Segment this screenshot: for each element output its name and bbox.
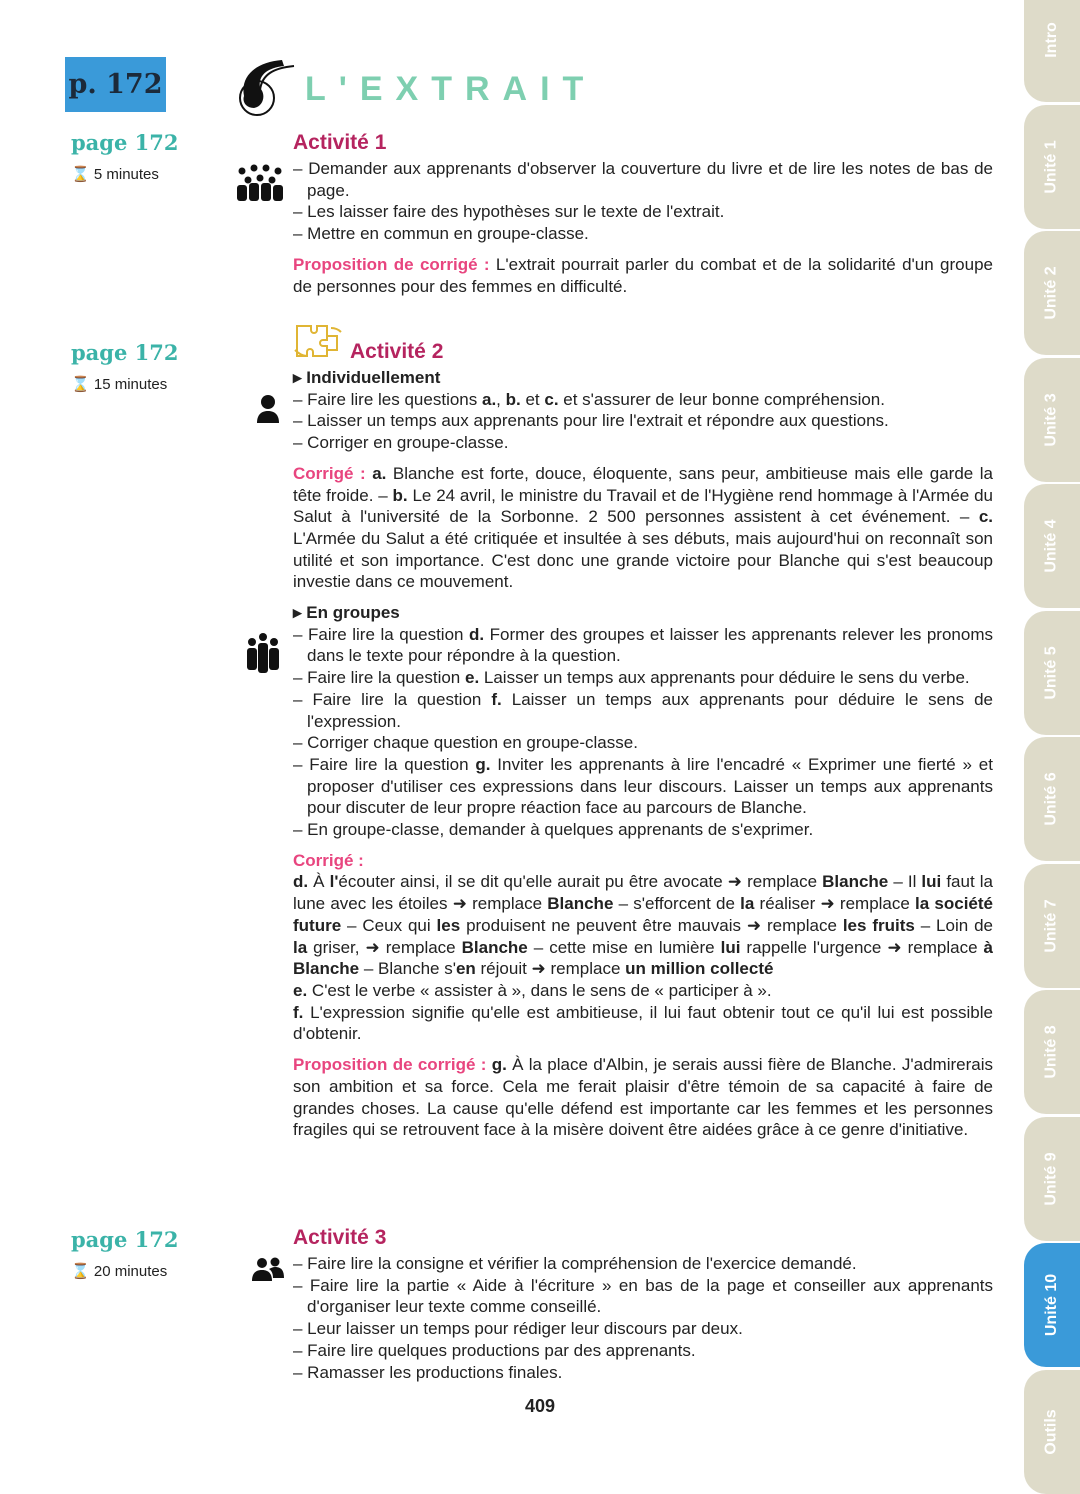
page-label: page 172: [71, 1227, 179, 1252]
tab-unite-1[interactable]: [1024, 105, 1080, 229]
text: – Faire lire la question: [293, 754, 476, 774]
activity-title: Activité 3: [293, 1226, 387, 1249]
tab-unite-7[interactable]: [1024, 864, 1080, 988]
person-icon: [256, 394, 280, 424]
tab-unite-8[interactable]: [1024, 990, 1080, 1114]
tab-unite-9[interactable]: [1024, 1117, 1080, 1241]
text: – Ceux qui: [341, 915, 437, 935]
tab-label: Unité 7: [1043, 898, 1060, 953]
duration-text: 5 minutes: [93, 166, 159, 183]
hourglass-icon: ⌛: [71, 376, 90, 393]
tab-label: Unité 5: [1043, 645, 1060, 700]
list-item: [293, 732, 993, 754]
proposed-answer: [293, 1054, 993, 1141]
activity-1: [293, 130, 993, 297]
section-2-meta: [71, 340, 178, 393]
list-item: [293, 819, 993, 841]
list-item: [293, 432, 993, 454]
list-item: – Faire lire la partie « Aide à l'écriture » en bas de la page et conseiller aux apprenants d'organiser leur texte comme conseillé.: [293, 1275, 993, 1317]
bold-text: g.: [491, 1055, 507, 1075]
text: À: [308, 872, 330, 892]
page-number: 409: [524, 1396, 556, 1416]
text: – Laisser un temps aux apprenants pour lire l'extrait et répondre aux questions.: [293, 411, 889, 431]
answer-label: Proposition de corrigé :: [293, 254, 490, 274]
section-title: L'EXTRAIT: [305, 70, 597, 108]
bold-text: e.: [464, 668, 480, 688]
bold-text: f.: [491, 689, 502, 709]
bold-text: b.: [392, 485, 408, 505]
duration-text: 20 minutes: [93, 1263, 168, 1280]
group-icon: [236, 163, 284, 203]
list-item: [293, 754, 993, 819]
bold-text: en: [455, 959, 476, 979]
text: – En groupe-classe, demander à quelques apprenants de s'exprimer.: [293, 820, 814, 840]
text: – Il: [888, 872, 922, 892]
text: produisent ne peuvent être mauvais ➜ remplace: [460, 915, 843, 935]
text: – Faire lire la question: [293, 668, 465, 688]
bold-text: a.: [372, 463, 387, 483]
duration: [71, 375, 178, 393]
tab-label: Unité 3: [1043, 392, 1060, 447]
activity-title: Activité 2: [350, 340, 444, 363]
text: Inviter les apprenants à lire l'encadré « Exprimer une fierté » et proposer d'utiliser ces expressions dans leur discours. Laisser un temps aux apprenants pour discuter de leur propre réaction face au parcours de Blanche.: [307, 754, 993, 818]
bold-text: g.: [475, 754, 491, 774]
list-item: – Faire lire la consigne et vérifier la compréhension de l'exercice demandé.: [293, 1254, 857, 1273]
text: – cette mise en lumière: [527, 937, 721, 957]
list-item: [293, 689, 993, 732]
tab-unite-6[interactable]: [1024, 737, 1080, 861]
bold-text: c.: [978, 507, 993, 527]
pair-icon: [252, 1256, 284, 1282]
list-item: [293, 389, 993, 411]
text: L'expression signifie qu'elle est ambitieuse, il lui faut obtenir tout ce qu'il lui est possible d'obtenir.: [293, 1002, 993, 1044]
list-item: [293, 667, 993, 689]
bold-text: l': [329, 872, 339, 892]
text: À la place d'Albin, je serais aussi fière de Blanche. J'admirerais son ambition et sa force. Cela me ferait plaisir d'être témoin de sa capacité à faire de grandes choses. La cause qu'elle défend est importante car les femmes et les personnes fragiles qui se retrouvent face à la misère doivent être aidées grâce à ce genre d'initiative.: [293, 1055, 993, 1140]
tab-outils[interactable]: [1024, 1370, 1080, 1494]
bold-text: f.: [293, 1002, 304, 1022]
answer-e: [293, 980, 993, 1002]
list-item: [293, 624, 993, 667]
text: – Loin de: [914, 915, 993, 935]
text: faut la lune avec les étoiles ➜ remplace: [293, 872, 993, 914]
answer-label: Corrigé :: [293, 463, 366, 483]
answer-f: [293, 1002, 993, 1045]
tab-unite-2[interactable]: [1024, 231, 1080, 355]
text: – Faire lire les questions: [293, 389, 482, 409]
bold-text: Blanche: [822, 872, 889, 892]
text: rappelle l'urgence ➜ remplace: [740, 937, 984, 957]
tab-label: Unité 6: [1043, 772, 1060, 826]
duration: [71, 165, 178, 183]
activity-3: [293, 1225, 993, 1383]
answer-key-label: Corrigé :: [293, 850, 364, 870]
tab-label: Outils: [1043, 1408, 1060, 1455]
answer-label: Proposition de corrigé :: [293, 1055, 487, 1075]
tab-unite-3[interactable]: [1024, 358, 1080, 482]
tab-label: Unité 10: [1043, 1273, 1060, 1337]
tab-unite-5[interactable]: [1024, 611, 1080, 735]
tab-label: Unité 1: [1043, 139, 1060, 194]
text: réaliser ➜ remplace: [754, 894, 916, 914]
text: C'est le verbe « assister à », dans le sens de « participer à ».: [307, 980, 772, 1000]
proposed-answer: [293, 254, 993, 297]
bold-text: Blanche: [547, 894, 614, 914]
tab-label: Unité 4: [1043, 519, 1060, 573]
text: – Corriger en groupe-classe.: [293, 433, 509, 453]
text: griser, ➜ remplace: [307, 937, 462, 957]
section-3-meta: [71, 1227, 178, 1280]
tab-unite-4[interactable]: [1024, 484, 1080, 608]
tab-intro[interactable]: [1024, 0, 1080, 102]
text: ,: [496, 389, 506, 409]
bold-text: e.: [293, 980, 308, 1000]
tab-label: Unité 9: [1043, 1151, 1060, 1206]
bold-text: un million collecté: [625, 959, 774, 979]
text: – s'efforcent de: [613, 894, 741, 914]
text: – Blanche s': [359, 959, 456, 979]
answer-key: [293, 463, 993, 593]
duration-text: 15 minutes: [93, 376, 168, 393]
tab-label: Unité 8: [1043, 1025, 1060, 1079]
text: – Corriger chaque question en groupe-classe.: [293, 733, 638, 753]
bold-text: à Blanche: [293, 937, 993, 979]
section-1-meta: [71, 130, 178, 183]
tab-unite-10[interactable]: [1024, 1243, 1080, 1367]
bold-text: d.: [469, 624, 485, 644]
list-item: – Demander aux apprenants d'observer la couverture du livre et de lire les notes de bas de page.: [293, 159, 993, 200]
bold-text: la: [740, 894, 755, 914]
text: L'extrait pourrait parler du combat et de la solidarité d'un groupe de personnes pour des femmes en difficulté.: [293, 254, 993, 296]
subheading-groups: ▸ En groupes: [293, 603, 400, 623]
quote-icon: [238, 58, 298, 120]
text: et s'assurer de leur bonne compréhension.: [558, 389, 885, 409]
hourglass-icon: ⌛: [71, 166, 90, 183]
bold-text: les fruits: [842, 915, 915, 935]
bold-text: Blanche: [461, 937, 528, 957]
list-item: – Ramasser les productions finales.: [293, 1362, 563, 1382]
text: réjouit ➜ remplace: [475, 959, 626, 979]
tab-label: Intro: [1042, 22, 1060, 58]
text: Laisser un temps aux apprenants pour déduire le sens du verbe.: [479, 668, 970, 688]
bold-text: les: [436, 915, 461, 935]
activity-title: Activité 1: [293, 131, 387, 154]
subheading-individual: ▸ Individuellement: [293, 368, 441, 387]
page-label: page 172: [71, 130, 179, 155]
text: – Faire lire la question: [293, 689, 492, 709]
text: Le 24 avril, le ministre du Travail et de l'Hygiène rend hommage à l'Armée du Salut à l'université de la Sorbonne. 2 500 personnes assistent à cet événement. –: [293, 485, 993, 527]
list-item: [293, 410, 993, 432]
bold-text: c.: [544, 389, 559, 409]
text: Blanche est forte, douce, éloquente, sans peur, ambitieuse mais elle garde la tête froide. –: [293, 463, 993, 505]
bold-text: d.: [293, 872, 309, 892]
text: et: [520, 389, 545, 409]
text: L'Armée du Salut a été critiquée et insultée à ses débuts, mais aujourd'hui on reconnaît son utilité et son importance. C'est donc une grande victoire pour Blanche qui s'est beaucoup investie dans ce mouvement.: [293, 528, 993, 592]
bold-text: la: [293, 937, 308, 957]
duration: [71, 1262, 178, 1280]
answer-d: [293, 871, 993, 980]
activity-2: [293, 339, 993, 1141]
tab-label: Unité 2: [1043, 266, 1060, 320]
list-item: – Faire lire quelques productions par des apprenants.: [293, 1340, 696, 1360]
unit-tabs: [1024, 0, 1080, 1465]
text: – Faire lire la question: [293, 624, 470, 644]
bold-text: la société future: [293, 894, 993, 935]
bold-text: lui: [720, 937, 741, 957]
text: écouter ainsi, il se dit qu'elle aurait pu être avocate ➜ remplace: [338, 872, 823, 892]
page-reference-box: p. 172: [65, 57, 166, 112]
hourglass-icon: ⌛: [71, 1263, 90, 1280]
list-item: – Mettre en commun en groupe-classe.: [293, 224, 589, 244]
text: Laisser un temps aux apprenants pour déduire le sens de l'expression.: [307, 689, 993, 731]
list-item: – Leur laisser un temps pour rédiger leur discours par deux.: [293, 1319, 743, 1339]
bold-text: lui: [921, 872, 942, 892]
page-label: page 172: [71, 340, 179, 365]
text: Former des groupes et laisser les apprenants relever les pronoms dans le texte pour répondre à la question.: [307, 624, 993, 666]
list-item: – Les laisser faire des hypothèses sur le texte de l'extrait.: [293, 202, 725, 222]
bold-text: a.: [481, 389, 497, 409]
group-icon: [247, 632, 279, 674]
bold-text: b.: [505, 389, 521, 409]
